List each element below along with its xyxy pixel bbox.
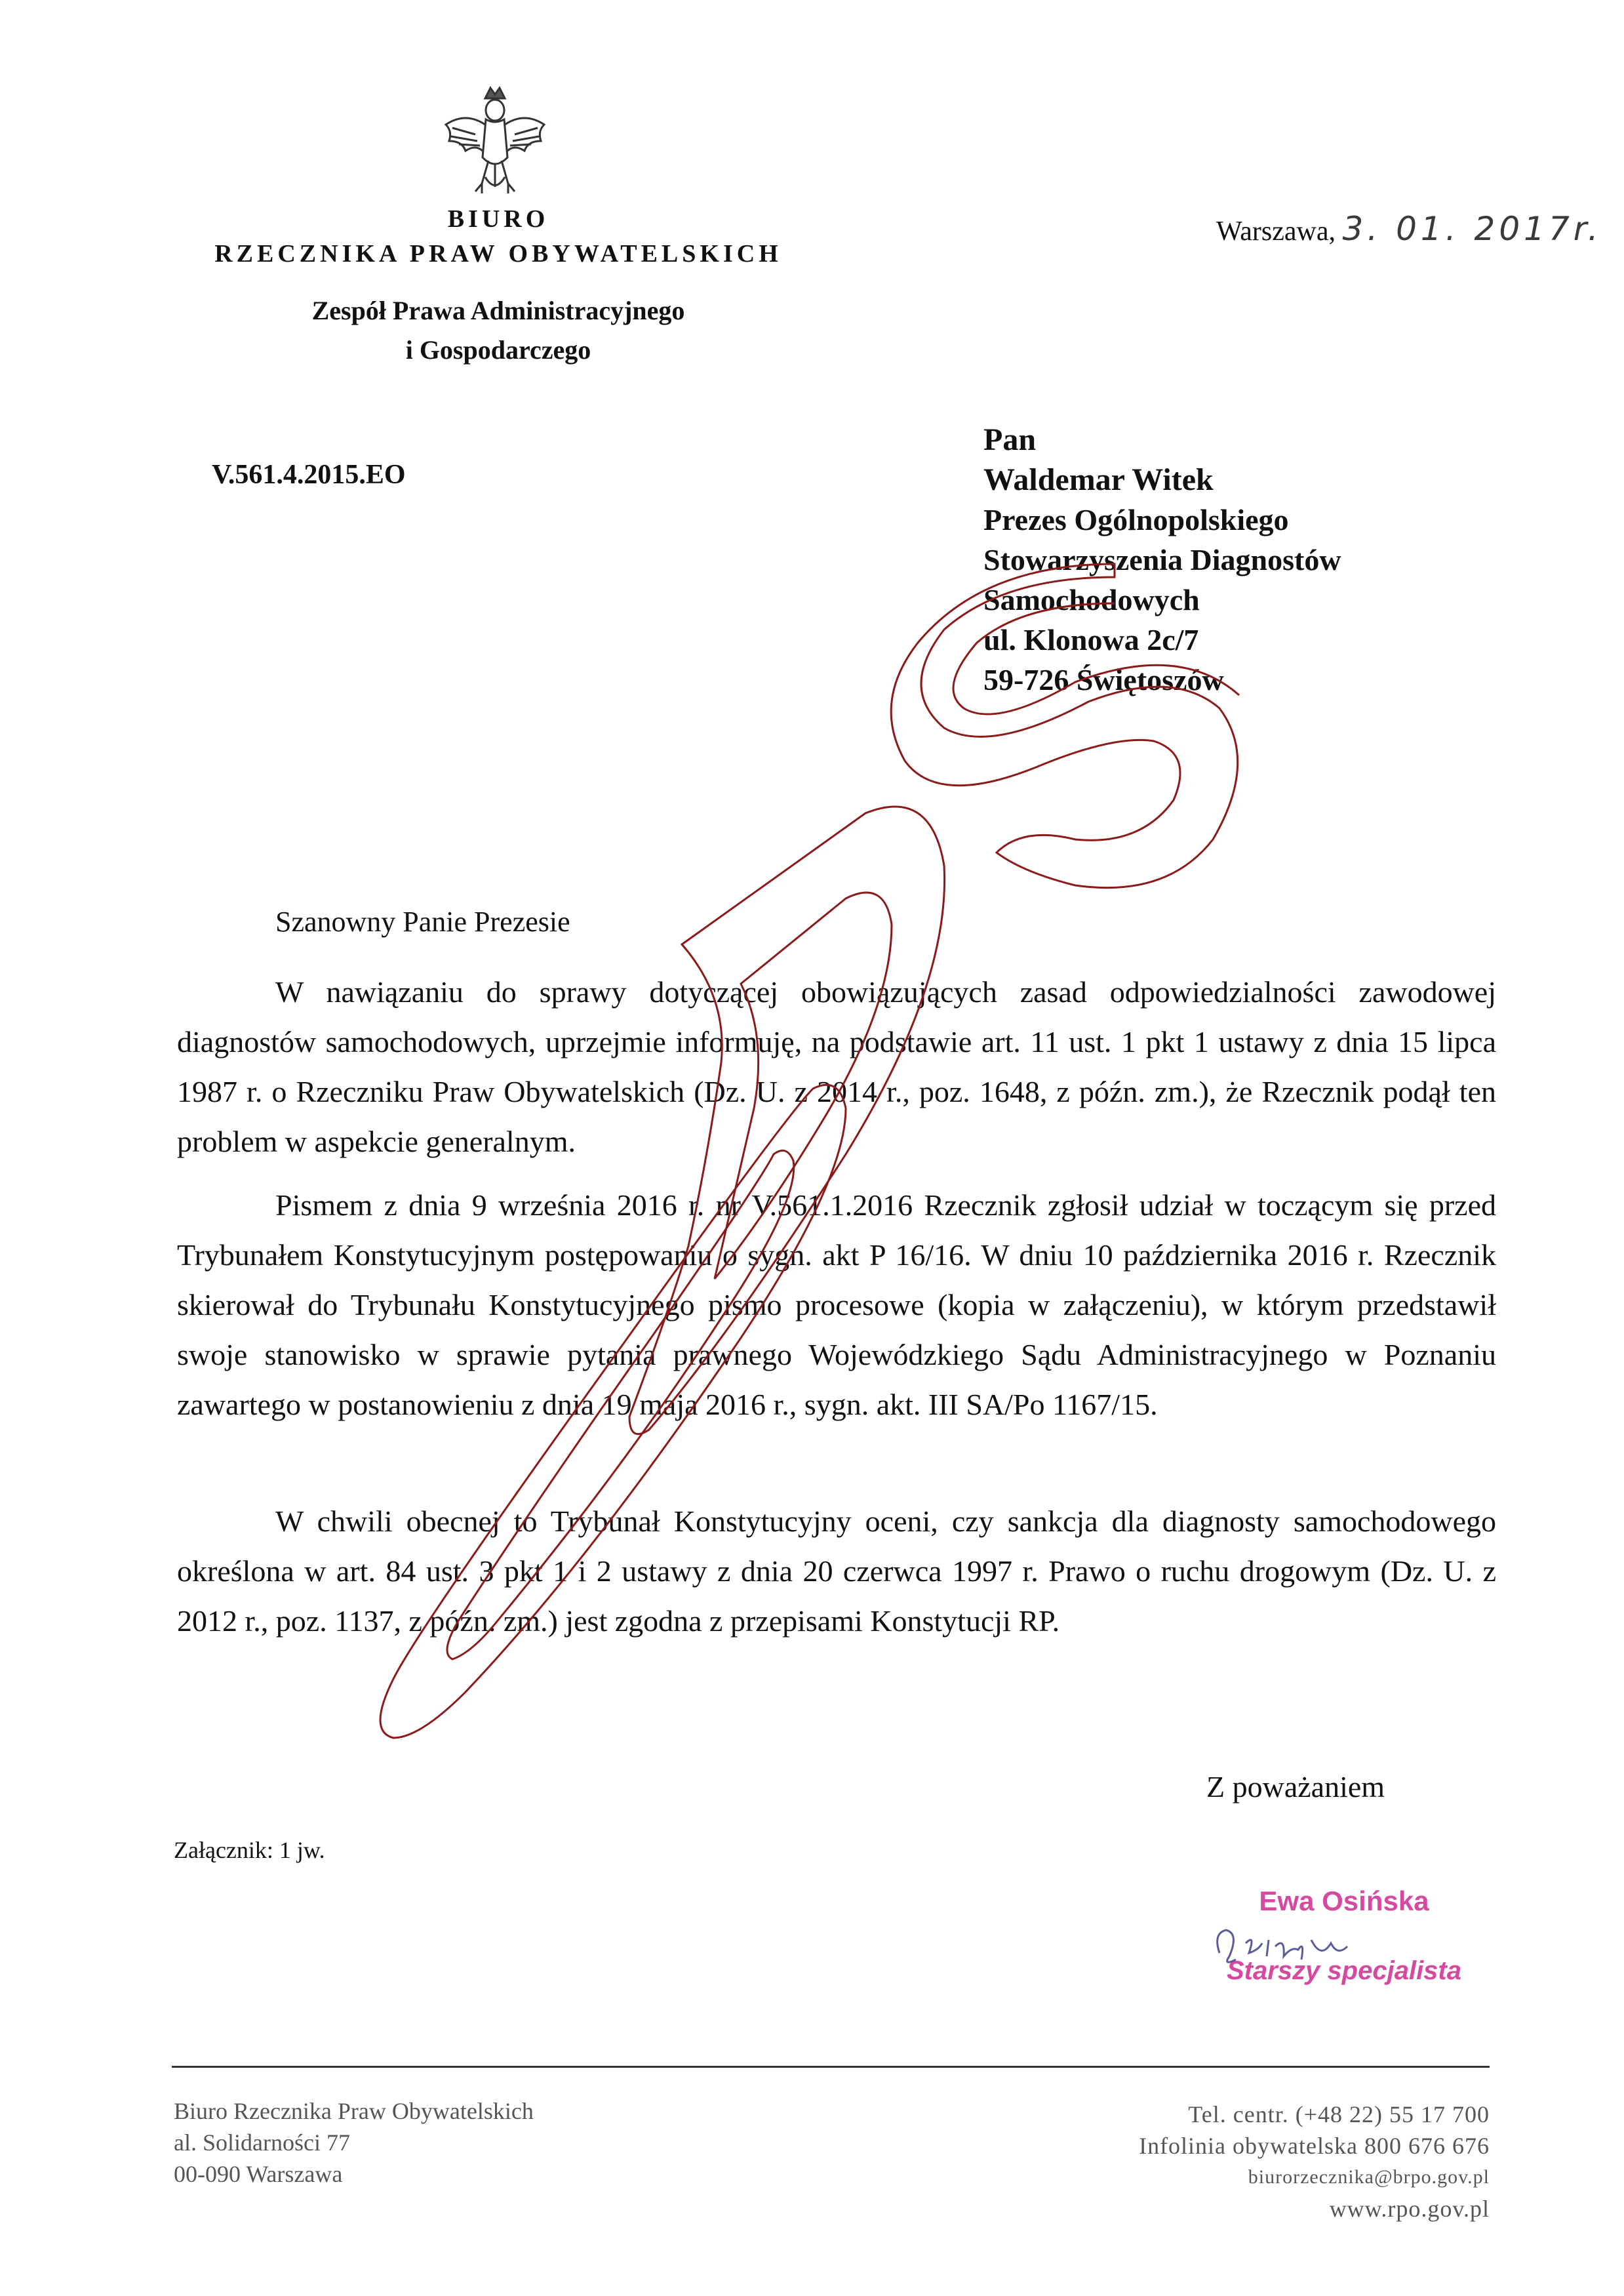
stamp-name: Ewa Osińska [1259, 1885, 1429, 1916]
body-paragraph-1 [177, 967, 1496, 1167]
footer-contact [1139, 2099, 1490, 2225]
addressee-block [983, 420, 1341, 700]
office-name-line1: BIURO [447, 205, 549, 233]
letter-date [1216, 210, 1602, 248]
footer-hotline: Infolinia obywatelska 800 676 676 [1139, 2133, 1490, 2159]
footer-email[interactable]: biurorzecznika@brpo.gov.pl [1248, 2166, 1490, 2188]
closing: Z poważaniem [1206, 1770, 1385, 1803]
polish-eagle-emblem-icon [439, 79, 551, 197]
team-name-line1: Zespół Prawa Administracyjnego [311, 296, 685, 325]
date-place: Warszawa, [1216, 216, 1336, 247]
footer-address [174, 2095, 534, 2190]
body-paragraph-3 [177, 1497, 1496, 1646]
office-name-line2: RZECZNIKA PRAW OBYWATELSKICH [214, 240, 782, 268]
addressee-line: Pan [983, 422, 1037, 457]
footer-left-line: Biuro Rzecznika Praw Obywatelskich [174, 2098, 534, 2124]
addressee-line: Stowarzyszenia Diagnostów [983, 543, 1341, 576]
stamp-title: Starszy specjalista [1227, 1956, 1461, 1985]
addressee-line: Waldemar Witek [983, 462, 1214, 497]
team-name-line2: i Gospodarczego [405, 335, 591, 365]
addressee-line: ul. Klonowa 2c/7 [983, 623, 1199, 656]
addressee-line: Prezes Ogólnopolskiego [983, 503, 1289, 536]
attachment-note: Załącznik: 1 jw. [174, 1837, 325, 1863]
paragraph-text: W nawiązaniu do sprawy dotyczącej obowiązujących zasad odpowiedzialności zawodowej diagnostów samochodowych, uprzejmie informuję, na podstawie art. 11 ust. 1 pkt 1 ustawy z dnia 15 lipca 1987 r. o Rzeczniku Praw Obywatelskich (Dz. U. z 2014 r., poz. 1648, z późn. zm.), że Rzecznik podął ten problem w aspekcie generalnym. [177, 975, 1496, 1158]
addressee-line: Samochodowych [983, 583, 1200, 616]
date-handwritten: 3. 01. 2017r. [1342, 210, 1602, 248]
body-paragraph-2 [177, 1180, 1496, 1430]
salutation: Szanowny Panie Prezesie [275, 906, 570, 938]
paragraph-text: Pismem z dnia 9 września 2016 r. nr V.561.1.2016 Rzecznik zgłosił udział w toczącym się przed Trybunałem Konstytucyjnym postępowaniu o sygn. akt P 16/16. W dniu 10 października 2016 r. Rzecznik skierował do Trybunału Konstytucyjnego pismo procesowe (kopia w załączeniu), w którym przedstawił swoje stanowisko w sprawie pytania prawnego Wojewódzkiego Sądu Administracyjnego w Poznaniu zawartego w postanowieniu z dnia 19 maja 2016 r., sygn. akt. III SA/Po 1167/15. [177, 1188, 1496, 1421]
footer-left-line: al. Solidarności 77 [174, 2129, 350, 2156]
handwritten-signature [1206, 1920, 1442, 1973]
case-number: V.561.4.2015.EO [212, 460, 406, 490]
footer-website[interactable]: www.rpo.gov.pl [1329, 2196, 1490, 2222]
footer-left-line: 00-090 Warszawa [174, 2161, 343, 2187]
footer-phone: Tel. centr. (+48 22) 55 17 700 [1188, 2101, 1490, 2127]
paragraph-text: W chwili obecnej to Trybunał Konstytucyjny oceni, czy sankcja dla diagnosty samochodowego określona w art. 84 ust. 3 pkt 1 i 2 ustawy z dnia 20 czerwca 1997 r. Prawo o ruchu drogowym (Dz. U. z 2012 r., poz. 1137, z późn. zm.) jest zgodna z przepisami Konstytucji RP. [177, 1504, 1496, 1638]
footer-divider [172, 2066, 1490, 2068]
addressee-line: 59-726 Świętoszów [983, 663, 1224, 696]
